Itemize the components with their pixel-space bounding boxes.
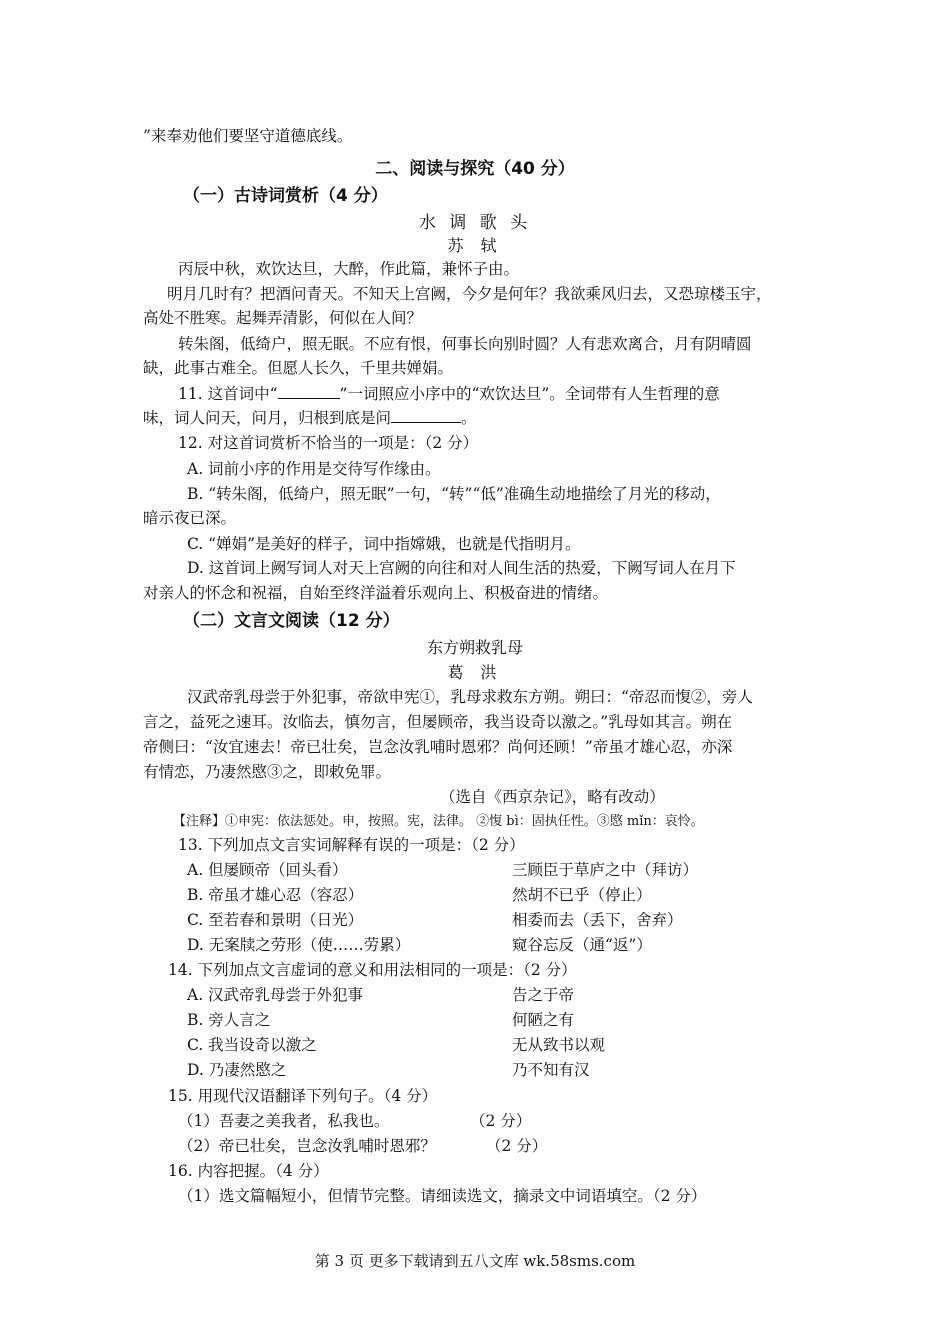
- q14-option-c-left: C. 我当设奇以激之: [187, 1036, 317, 1054]
- q14-option-a-right: 告之于帝: [512, 986, 575, 1004]
- question-15: 15. 用现代汉语翻译下列句子。（4 分）: [168, 1087, 438, 1105]
- q13-option-a-right: 三顾臣于草庐之中（拜访）: [512, 861, 699, 879]
- annotation-note: 【注释】①申宪：依法惩处。申，按照。宪，法律。 ②愎 bì：固执任性。③愍 mǐn：哀怜。: [173, 814, 704, 829]
- part2-heading: （二）文言文阅读（12 分）: [183, 611, 400, 631]
- question-14: 14. 下列加点文言虚词的意义和用法相同的一项是：（2 分）: [168, 961, 577, 979]
- text-author: 葛 洪: [447, 663, 503, 682]
- q11-blank-1[interactable]: [278, 384, 340, 399]
- poem-author: 苏 轼: [447, 236, 503, 255]
- classical-text-line2: 言之，益死之速耳。汝临去，慎勿言，但屡顾帝，我当设奇以激之。”乳母如其言。朔在: [143, 713, 733, 731]
- question-12: 12. 对这首词赏析不恰当的一项是：（2 分）: [178, 434, 479, 452]
- q16-item-1: （1）选文篇幅短小，但情节完整。请细读选文，摘录文中词语填空。（2 分）: [178, 1187, 707, 1205]
- q12-option-d-line1: D. 这首词上阙写词人对天上宫阙的向往和对人间生活的热爱，下阙写词人在月下: [187, 559, 736, 577]
- q14-option-d-right: 乃不知有汉: [512, 1061, 590, 1079]
- q15-item-1: （1）吾妻之美我者，私我也。: [178, 1112, 390, 1130]
- classical-text-line1: 汉武帝乳母尝于外犯事，帝欲申宪①，乳母求救东方朔。朔曰：“帝忍而愎②，旁人: [187, 688, 753, 706]
- part1-heading: （一）古诗词赏析（4 分）: [183, 186, 388, 206]
- classical-text-line4: 有情恋，乃凄然愍③之，即敕免罪。: [143, 763, 392, 781]
- q13-option-b-left: B. 帝虽才雄心忍（容忍）: [187, 886, 364, 904]
- q13-option-a-left: A. 但屡顾帝（回头看）: [187, 861, 348, 879]
- poem-stanza1-line1: 明月几时有？把酒问青天。不知天上宫阙，今夕是何年？我欲乘风归去，又恐琼楼玉宇，: [167, 285, 772, 303]
- q12-option-b-line1: B. “转朱阁，低绮户，照无眠”一句，“转”“低”准确生动地描绘了月光的移动，: [187, 485, 721, 503]
- poem-stanza2-line1: 转朱阁，低绮户，照无眠。不应有恨，何事长向别时圆？人有悲欢离合，月有阴晴圆: [178, 335, 752, 353]
- page-footer: 第 3 页 更多下载请到五八文库 wk.58sms.com: [314, 1252, 636, 1270]
- poem-title: 水 调 歌 头: [418, 213, 532, 233]
- q12-option-d-line2: 对亲人的怀念和祝福，自始至终洋溢着乐观向上、积极奋进的情绪。: [143, 584, 609, 602]
- question-11-line1: [178, 383, 720, 405]
- poem-preface: 丙辰中秋，欢饮达旦，大醉，作此篇，兼怀子由。: [178, 260, 520, 278]
- q14-option-b-left: B. 旁人言之: [187, 1011, 271, 1029]
- text-source: （选自《西京杂记》，略有改动）: [440, 788, 665, 806]
- q11-blank-2[interactable]: [391, 408, 461, 423]
- q11-text-b: ”一词照应小序中的“欢饮达旦”。全词带有人生哲理的意: [339, 385, 720, 403]
- text-title: 东方朔救乳母: [426, 638, 523, 657]
- q13-option-c-right: 相委而去（丢下，舍弃）: [512, 911, 683, 929]
- q15-item-1-points: （2 分）: [470, 1112, 532, 1130]
- section2-heading: 二、阅读与探究（40 分）: [375, 159, 575, 179]
- question-16: 16. 内容把握。（4 分）: [168, 1162, 329, 1180]
- q11-text-c: 味，词人问天，问月，归根到底是问: [143, 409, 392, 427]
- poem-stanza1-line2: 高处不胜寒。起舞弄清影，何似在人间？: [143, 309, 423, 327]
- q15-item-2-points: （2 分）: [486, 1137, 548, 1155]
- q12-option-a: A. 词前小序的作用是交待写作缘由。: [187, 460, 441, 478]
- q13-option-d-left: D. 无案牍之劳形（使……劳累）: [187, 936, 411, 954]
- question-13: 13. 下列加点文言实词解释有误的一项是：（2 分）: [178, 836, 525, 854]
- question-11-line2: [143, 407, 477, 429]
- q13-option-d-right: 窥谷忘反（通“返”）: [512, 936, 652, 954]
- poem-stanza2-line2: 缺，此事古难全。但愿人长久，千里共婵娟。: [143, 359, 454, 377]
- q12-option-b-line2: 暗示夜已深。: [143, 509, 237, 527]
- q13-option-c-left: C. 至若春和景明（日光）: [187, 911, 364, 929]
- intro-tail-line: ”来奉劝他们要坚守道德底线。: [143, 127, 353, 145]
- q11-text-d: 。: [461, 409, 477, 427]
- q13-option-b-right: 然胡不已乎（停止）: [512, 886, 652, 904]
- classical-text-line3: 帝侧曰：“汝宜速去！帝已壮矣，岂念汝乳哺时恩邪？尚何还顾！”帝虽才雄心忍，亦深: [143, 738, 733, 756]
- q14-option-c-right: 无从致书以观: [512, 1036, 606, 1054]
- q12-option-c: C. “婵娟”是美好的样子，词中指嫦娥，也就是代指明月。: [187, 535, 581, 553]
- q14-option-a-left: A. 汉武帝乳母尝于外犯事: [187, 986, 364, 1004]
- q11-text-a: 11. 这首词中“: [178, 385, 278, 403]
- q14-option-d-left: D. 乃凄然愍之: [187, 1061, 287, 1079]
- q15-item-2: （2）帝已壮矣，岂念汝乳哺时恩邪？: [178, 1137, 436, 1155]
- q14-option-b-right: 何陋之有: [512, 1011, 575, 1029]
